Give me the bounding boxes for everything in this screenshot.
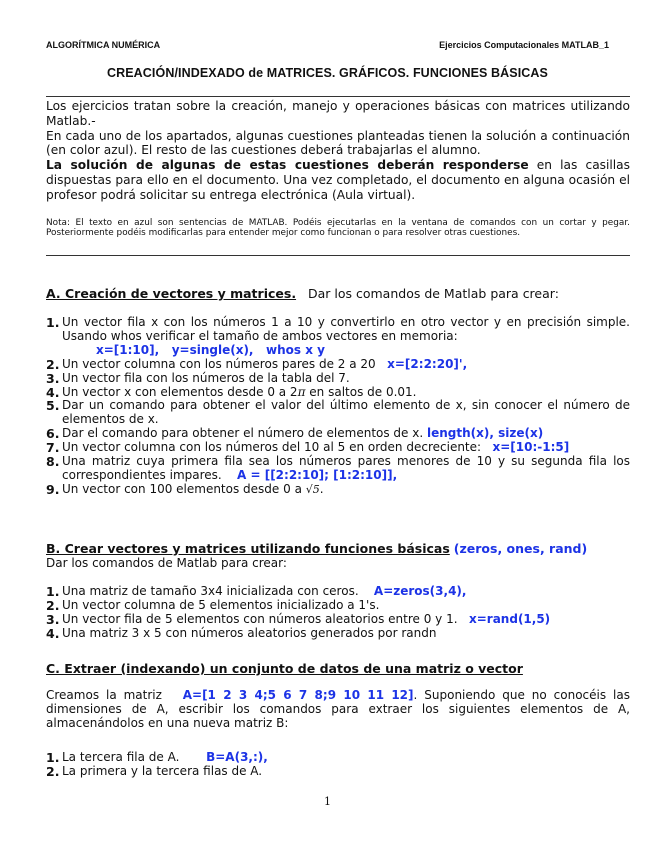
section-c-command: A=[1 2 3 4;5 6 7 8;9 10 11 12] <box>182 688 414 702</box>
list-item <box>46 627 630 641</box>
item-command: x=rand(1,5) <box>469 611 551 626</box>
section-a-heading-line <box>46 286 559 301</box>
item-number: 1. <box>46 315 60 330</box>
item-command: x=[2:2:20]', <box>387 356 468 371</box>
note: Nota: El texto en azul son sentencias de MATLAB. Podéis ejecutarlas en la ventana de comandos con un cortar y pegar. Posteriormente podéis modificarlas para entender mejor como funcionan o para resolver otras cuestiones. <box>46 218 630 239</box>
list-item <box>46 316 630 358</box>
item-number: 2. <box>46 763 60 779</box>
list-item <box>46 613 630 627</box>
list-item <box>46 483 630 497</box>
section-c-heading-line <box>46 661 523 676</box>
list-item <box>46 765 630 779</box>
list-item <box>46 751 630 765</box>
item-number: 1. <box>46 750 60 765</box>
intro-bold: La solución de algunas de estas cuestiones deberán responderse <box>46 158 529 173</box>
item-text: Dar un comando para obtener el valor del último elemento de x, sin conocer el número de elementos de x. <box>62 398 630 427</box>
intro-rest: en las casillas dispuestas para ello en el documento. Una vez completado, el documento en alguna ocasión el profesor podrá solicitar su entrega electrónica (Aula virtual). <box>46 158 631 202</box>
item-text: Una matriz 3 x 5 con números aleatorios generados por randn <box>62 625 437 640</box>
item-command: B=A(3,:), <box>206 750 268 764</box>
item-text: Un vector fila de 5 elementos con números aleatorios entre 0 y 1. <box>62 611 458 626</box>
header-left: ALGORÍTMICA NUMÉRICA <box>46 40 161 50</box>
list-item <box>46 455 630 483</box>
section-b-heading-cmd: (zeros, ones, rand) <box>453 541 588 556</box>
note-rule <box>46 255 630 256</box>
top-rule <box>46 96 630 97</box>
page-number: 1 <box>324 795 331 808</box>
list-item <box>46 427 630 441</box>
item-number: 2. <box>46 356 60 372</box>
item-number: 7. <box>46 440 60 456</box>
list-item <box>46 372 630 386</box>
item-command: A=zeros(3,4), <box>373 584 467 598</box>
section-c-text-b: . Suponiendo que no conocéis las dimensiones de A, escribir los comandos para extraer los siguientes elementos de A, almacenándolos en una nueva matriz B: <box>46 688 630 730</box>
item-command: length(x), size(x) <box>427 426 544 441</box>
item-text-tail: . <box>319 481 324 496</box>
item-text: Una matriz cuya primera fila sea los números pares menores de 10 y su segunda fila los correspondientes impares. <box>62 454 630 482</box>
section-a-lead: Dar los comandos de Matlab para crear: <box>307 286 559 301</box>
item-number: 2. <box>46 597 60 613</box>
section-b-heading: B. Crear vectores y matrices utilizando funciones básicas <box>46 541 450 556</box>
pi-symbol: π <box>297 384 306 399</box>
item-text: Un vector con 100 elementos desde 0 a <box>62 481 302 496</box>
item-number: 6. <box>46 426 60 442</box>
item-number: 4. <box>46 625 60 641</box>
item-text: La tercera fila de A. <box>62 750 180 764</box>
section-c-heading: C. Extraer (indexando) un conjunto de datos de una matriz o vector <box>46 661 523 676</box>
item-text: Un vector columna con los números pares de 2 a 20 <box>62 356 376 371</box>
section-c-text-a: Creamos la matriz <box>46 688 162 702</box>
list-item <box>46 358 630 372</box>
section-c-paragraph <box>46 688 630 730</box>
page-title: CREACIÓN/INDEXADO de MATRICES. GRÁFICOS. FUNCIONES BÁSICAS <box>106 66 548 80</box>
intro-paragraph-3 <box>46 158 630 202</box>
item-text-tail: en saltos de 0.01. <box>305 384 417 399</box>
intro <box>46 99 630 203</box>
section-b-lead: Dar los comandos de Matlab para crear: <box>46 556 287 570</box>
item-number: 5. <box>46 398 60 414</box>
item-number: 3. <box>46 370 60 386</box>
list-item <box>46 399 630 427</box>
sqrt-symbol: √5 <box>305 482 320 496</box>
item-number: 9. <box>46 481 60 497</box>
item-command: A = [[2:2:10]; [1:2:10]], <box>237 467 398 482</box>
list-item <box>46 386 630 400</box>
intro-paragraph-1: Los ejercicios tratan sobre la creación, manejo y operaciones básicas con matrices utilizando Matlab.- <box>46 99 630 128</box>
item-number: 4. <box>46 384 60 400</box>
section-a-list <box>46 316 630 497</box>
item-text: Un vector fila con los números de la tabla del 7. <box>62 370 350 385</box>
section-a-heading: A. Creación de vectores y matrices. <box>46 286 297 301</box>
item-number: 3. <box>46 611 60 627</box>
intro-paragraph-2: En cada uno de los apartados, algunas cuestiones planteadas tienen la solución a continuación (en color azul). El resto de las cuestiones deberá trabajarlas el alumno. <box>46 128 630 158</box>
item-number: 8. <box>46 454 60 470</box>
header-right: Ejercicios Computacionales MATLAB_1 <box>439 40 609 50</box>
item-number: 1. <box>46 584 60 599</box>
section-b-heading-line <box>46 541 630 556</box>
item-text: Un vector x con elementos desde 0 a 2 <box>62 384 298 399</box>
list-item <box>46 599 630 613</box>
item-command: x=[10:-1:5] <box>492 440 570 455</box>
section-c-list <box>46 751 630 779</box>
item-text: Dar el comando para obtener el número de elementos de x. <box>62 426 424 441</box>
item-text: Un vector columna de 5 elementos inicializado a 1's. <box>62 597 380 612</box>
item-text: Una matriz de tamaño 3x4 inicializada con ceros. <box>62 584 359 598</box>
item-text: Un vector columna con los números del 10 al 5 en orden decreciente: <box>62 440 482 455</box>
item-command: x=[1:10], y=single(x), whos x y <box>96 342 325 357</box>
item-text: La primera y la tercera filas de A. <box>62 763 263 778</box>
list-item <box>46 441 630 455</box>
section-b-list <box>46 585 630 641</box>
list-item <box>46 585 630 599</box>
item-text: Un vector fila x con los números 1 a 10 y convertirlo en otro vector y en precisión simple. Usando whos verificar el tamaño de ambos vectores en memoria: <box>62 315 630 343</box>
